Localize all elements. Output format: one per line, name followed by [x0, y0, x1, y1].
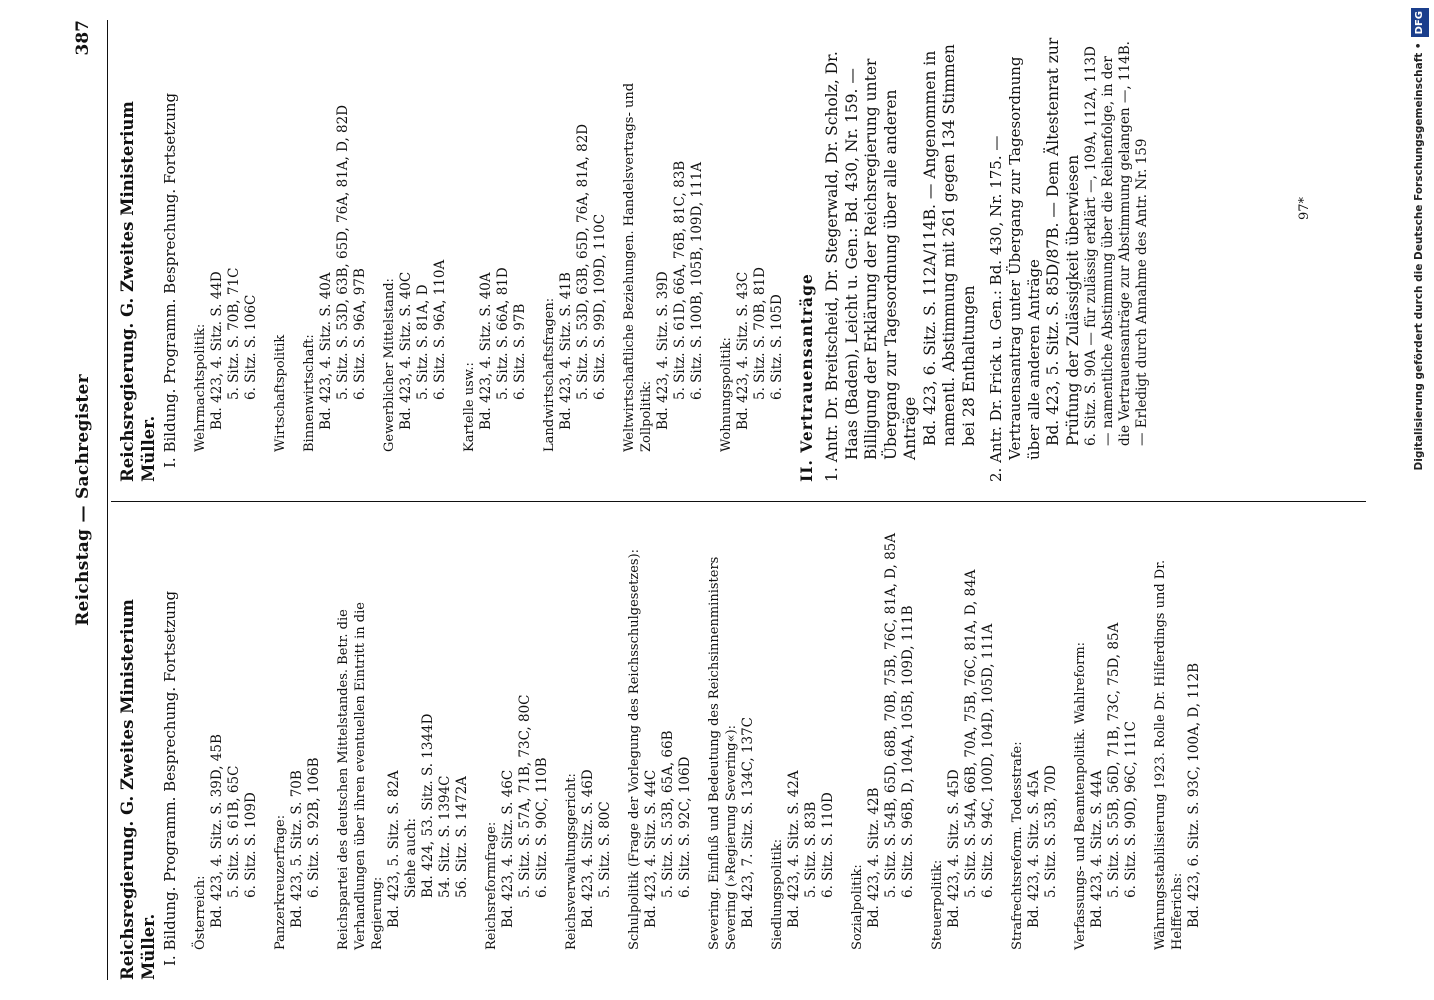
register-reference: Bd. 423, 6. Sitz. S. 93C, 100A, D, 112B [1186, 662, 1202, 928]
register-topic: Reichsverwaltungsgericht: [564, 773, 579, 950]
motion-1-result: Bd. 423, 6. Sitz. S. 112A/114B. — Angenommen in namentl. Abstimmung mit 261 gegen 134 Stimmen bei 28 Enthaltungen [920, 44, 978, 446]
register-reference: 6. Sitz. S. 94C, 100D, 104D, 105D, 111A [980, 623, 996, 898]
register-reference: 5. Sitz. S. 53D, 63B, 65D, 76A, 81A, 82D [575, 123, 591, 400]
register-reference: 5. Sitz. S. 55B, 56D, 71B, 73C, 75D, 85A [1106, 622, 1122, 898]
register-reference: 54. Sitz. S. 1394C [437, 775, 453, 898]
register-topic: Wehrmachtspolitik: [193, 323, 208, 452]
register-reference: Bd. 423, 4. Sitz. S. 43C [735, 271, 751, 430]
register-reference: 5. Sitz. S. 53D, 63B, 65D, 76A, 81A, D, 82D [335, 104, 351, 400]
margin-funding-note [1410, 8, 1428, 998]
register-reference: Bd. 423, 4. Sitz. S. 46D [580, 769, 596, 928]
motion-2-result-2: 6. Sitz. S. 90A — für zulässig erklärt —, 109A, 112A, 113D — namentliche Abstimmung über die Reihenfolge, in der die Vertrauensanträge zur Abstimmung gelangen —, 114B. — Erledigt durch Annahme des Antr. Nr. 159 [1083, 41, 1151, 446]
register-topic: Verfassungs- und Beamtenpolitik. Wahlreform: [1073, 641, 1088, 950]
register-reference: 5. Sitz. S. 80C [597, 801, 613, 898]
register-reference: Bd. 423, 4. Sitz. S. 40A [318, 272, 334, 430]
register-reference: Bd. 423, 5. Sitz. S. 82A [386, 770, 402, 928]
register-reference: 6. Sitz. S. 96A, 97B [352, 268, 368, 400]
register-reference: 56. Sitz. S. 1472A [454, 776, 470, 898]
right-column-subtitle: I. Bildung. Programm. Besprechung. Fortsetzung [161, 92, 179, 468]
register-reference: 6. Sitz. S. 96A, 110A [432, 259, 448, 400]
register-reference: 6. Sitz. S. 99D, 109D, 110C [592, 213, 608, 400]
register-reference: Bd. 423, 4. Sitz. S. 46C [500, 769, 516, 928]
register-reference: Bd. 423, 4. Sitz. S. 44A [1089, 770, 1105, 928]
motion-2-text: 2. Antr. Dr. Frick u. Gen.: Bd. 430, Nr. 175. — Vertrauensantrag unter Übergang zur Tagesordnung über alle anderen Anträge [987, 56, 1044, 482]
register-reference: 6. Sitz. S. 90C, 110B [534, 757, 550, 898]
register-reference: 6. Sitz. S. 100B, 105B, 109D, 111A [689, 162, 705, 400]
register-reference: Bd. 423, 4. Sitz. S. 42A [786, 770, 802, 928]
printer-signature: 97* [1297, 196, 1312, 220]
register-topic: Landwirtschaftsfragen: [542, 297, 557, 452]
register-reference: 5. Sitz. S. 54B, 65D, 68B, 70B, 75B, 76C, 81A, D, 85A [883, 532, 899, 898]
header-rule [107, 20, 108, 980]
funding-note-text: Digitalisierung gefördert durch die Deutsche Forschungsgemeinschaft • [1413, 42, 1425, 471]
register-topic: Steuerpolitik: [930, 859, 945, 950]
register-reference: Bd. 423, 4. Sitz. S. 39D, 45B [209, 734, 225, 928]
register-reference: 6. Sitz. S. 106C [243, 294, 259, 400]
register-topic: Gewerblicher Mittelstand: [382, 278, 397, 452]
register-topic: Severing. Einfluß und Bedeutung des Reichsinnenministers Severing (»Regierung Severing«): [707, 556, 739, 950]
register-reference: 5. Sitz. S. 81A, D [415, 284, 431, 400]
register-reference: 5. Sitz. S. 57A, 71B, 73C, 80C [517, 694, 533, 898]
motion-2-result-1: Bd. 423, 5. Sitz. S. 85D/87B. — Dem Ältestenrat zur Prüfung der Zulässigkeit überwiesen [1044, 37, 1082, 446]
register-reference: 5. Sitz. S. 70B, 81D [752, 267, 768, 400]
register-reference: 5. Sitz. S. 66A, 81D [495, 267, 511, 400]
register-reference: Siehe auch: [403, 817, 419, 898]
register-reference: 6. Sitz. S. 109D [243, 792, 259, 898]
register-reference: 6. Sitz. S. 96B, D, 104A, 105B, 109D, 111B [900, 605, 916, 898]
register-reference: 6. Sitz. S. 105D [769, 294, 785, 400]
left-column [117, 530, 1203, 980]
register-topic: Reichsreformfrage: [484, 821, 499, 950]
register-topic: Panzerkreuzerfrage: [273, 814, 288, 950]
right-entries [192, 32, 786, 482]
funding-note-line [1410, 8, 1428, 998]
register-reference: 5. Sitz. S. 54A, 66B, 70A, 75B, 76C, 81A, D, 84A [963, 569, 979, 898]
register-topic: Weltwirtschaftliche Beziehungen. Handelsvertrags- und Zollpolitik: [622, 82, 654, 452]
register-reference: 6. Sitz. S. 92B, 106B [306, 757, 322, 898]
section-heading: II. Vertrauensanträge [797, 273, 816, 482]
register-topic: Österreich: [193, 875, 208, 950]
register-reference: Bd. 423, 4. Sitz. S. 40A [478, 272, 494, 430]
register-reference: 5. Sitz. S. 83B [803, 801, 819, 898]
register-reference: 6. Sitz. S. 90D, 96C, 111C [1123, 720, 1139, 898]
register-topic: Schulpolitik (Frage der Vorlegung des Reichsschulgesetzes): [627, 548, 642, 950]
register-reference: 5. Sitz. S. 53B, 65A, 66B [660, 730, 676, 898]
register-reference: Bd. 423, 4. Sitz. S. 40C [398, 271, 414, 430]
dfg-logo: DFG [1411, 8, 1429, 37]
register-topic: Binnenwirtschaft: [302, 334, 317, 452]
register-topic: Wohnungspolitik: [719, 337, 734, 452]
register-topic: Sozialpolitik: [850, 864, 865, 950]
register-topic: Strafrechtsreform. Todesstrafe: [1010, 741, 1025, 950]
register-reference: Bd. 424, 53. Sitz. S. 1344D [420, 713, 436, 898]
register-topic: Siedlungspolitik: [770, 838, 785, 950]
register-reference: 5. Sitz. S. 53B, 70D [1043, 765, 1059, 898]
motion-1-text: 1. Antr. Dr. Breitscheid, Dr. Stegerwald, Dr. Scholz, Dr. Haas (Baden), Leicht u. Gen.: Bd. 430, Nr. 159. — Billigung der Erklärung der Reichsregierung unter Übergang zur Tagesordnung über alle anderen Anträge [823, 51, 920, 482]
register-reference: 6. Sitz. S. 97B [512, 303, 528, 400]
left-column-title: Reichsregierung. G. Zweites Ministerium Müller. [118, 599, 158, 980]
register-reference: Bd. 423, 4. Sitz. S. 39D [655, 271, 671, 430]
register-reference: Bd. 423, 4. Sitz. S. 45D [946, 769, 962, 928]
rotated-register-page [67, 20, 1367, 980]
running-header: Reichstag — Sachregister [73, 374, 93, 626]
page-number: 387 [73, 20, 93, 56]
register-reference: 5. Sitz. S. 61D, 66A, 76B, 81C, 83B [672, 160, 688, 400]
right-column [117, 32, 1151, 482]
register-reference: 6. Sitz. S. 110D [820, 792, 836, 898]
register-reference: Bd. 423, 7. Sitz. S. 134C, 137C [740, 717, 756, 928]
left-column-subtitle: I. Bildung. Programm. Besprechung. Fortsetzung [161, 590, 179, 966]
register-reference: 5. Sitz. S. 70B, 71C [226, 267, 242, 400]
register-reference: Bd. 423, 4. Sitz. 42B [866, 787, 882, 928]
register-reference: 6. Sitz. S. 92C, 106D [677, 756, 693, 898]
column-divider [111, 501, 1366, 502]
left-entries [192, 530, 1203, 980]
register-reference: Bd. 423, 4. Sitz. S. 44D [209, 271, 225, 430]
right-column-title: Reichsregierung. G. Zweites Ministerium Müller. [118, 101, 158, 482]
register-reference: Bd. 423, 5. Sitz. S. 70B [289, 770, 305, 928]
register-reference: Bd. 423, 4. Sitz. S. 41B [558, 272, 574, 430]
register-topic: Kartelle usw.: [462, 362, 477, 452]
register-topic: Wirtschaftspolitik [273, 334, 288, 452]
register-reference: 5. Sitz. S. 61B, 65C [226, 765, 242, 898]
register-topic: Währungsstabilisierung 1923. Rolle Dr. Hilferdings und Dr. Helfferichs: [1153, 559, 1185, 950]
register-reference: Bd. 423, 4. Sitz. S. 45A [1026, 770, 1042, 928]
register-topic: Reichspartei des deutschen Mittelstandes. Betr. die Verhandlungen über ihren eventuellen Eintritt in die Regierung: [336, 602, 385, 950]
register-reference: Bd. 423, 4. Sitz. S. 44C [643, 769, 659, 928]
